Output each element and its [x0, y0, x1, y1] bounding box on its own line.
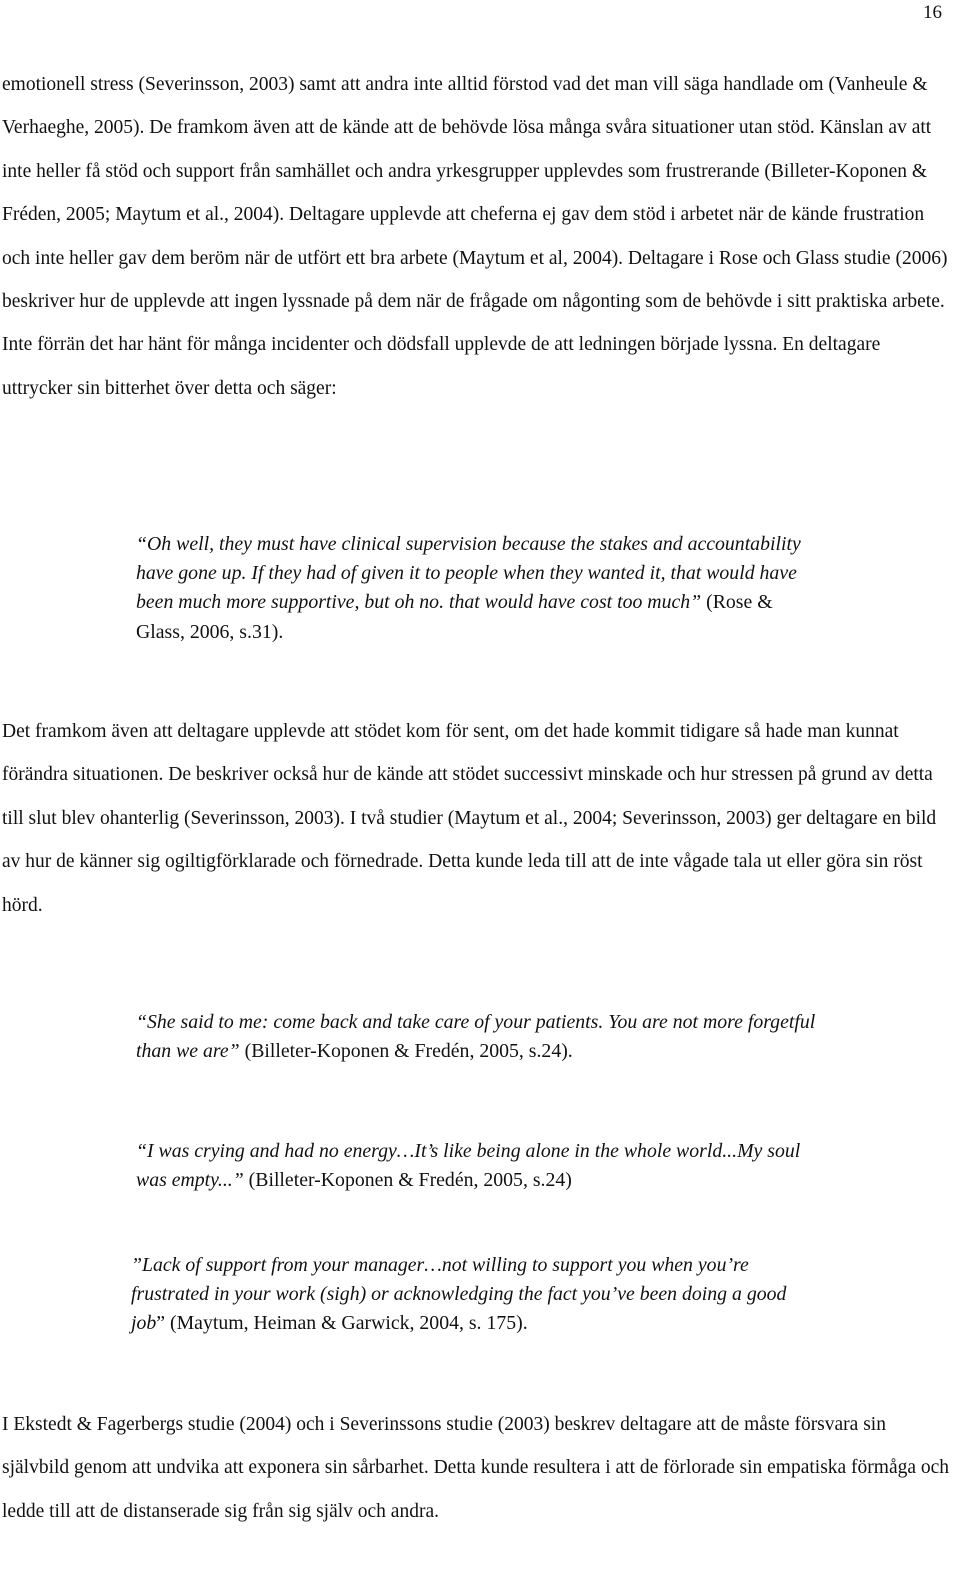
- quote-text: “Oh well, they must have clinical supervision because the stakes and accountability have gone up. If they had of given it to people when they wanted it, that would have been much more supportive, but oh no. that would have cost too much”: [136, 533, 801, 614]
- block-quote-1: [136, 530, 812, 647]
- body-paragraph-2: Det framkom även att deltagare upplevde att stödet kom för sent, om det hade kommit tidigare så hade man kunnat förändra situationen. De beskriver också hur de kände att stödet successivt minskade och hur stressen på grund av detta till slut blev ohanterlig (Severinsson, 2003). I två studier (Maytum et al., 2004; Severinsson, 2003) ger deltagare en bild av hur de känner sig ogiltigförklarade och förnedrade. Detta kunde leda till att de inte vågade tala ut eller göra sin röst hörd.: [2, 721, 937, 916]
- block-quote-2: [136, 1008, 830, 1066]
- quote-citation: ” (Maytum, Heiman & Garwick, 2004, s. 175).: [156, 1312, 528, 1335]
- quote-citation: (Billeter-Koponen & Fredén, 2005, s.24): [243, 1169, 572, 1192]
- quote-text: “She said to me: come back and take care of your patients. You are not more forgetful than we are”: [136, 1011, 816, 1063]
- quote-text: “I was crying and had no energy…It’s like being alone in the whole world...My soul was empty...”: [136, 1140, 801, 1192]
- quote-citation: (Billeter-Koponen & Fredén, 2005, s.24).: [239, 1040, 573, 1063]
- quote-citation: (Rose & Glass, 2006, s.31).: [136, 591, 773, 643]
- block-quote-3: [136, 1137, 830, 1195]
- body-paragraph-1: emotionell stress (Severinsson, 2003) samt att andra inte alltid förstod vad det man vill säga handlade om (Vanheule & Verhaeghe, 2005). De framkom även att de kände att de behövde lösa många svåra situationer utan stöd. Känslan av att inte heller få stöd och support från samhället och andra yrkesgrupper upplevdes som frustrerande (Billeter-Koponen & Fréden, 2005; Maytum et al., 2004). Deltagare upplevde att cheferna ej gav dem stöd i arbetet när de kände frustration och inte heller gav dem beröm när de utfört ett bra arbete (Maytum et al, 2004). Deltagare i Rose och Glass studie (2006) beskriver hur de upplevde att ingen lyssnade på dem när de frågade om någonting som de behövde i sitt praktiska arbete. Inte förrän det har hänt för många incidenter och dödsfall upplevde de att ledningen började lyssna. En deltagare uttrycker sin bitterhet över detta och säger:: [2, 74, 948, 399]
- page-number: 16: [923, 2, 942, 23]
- block-quote-4: [131, 1251, 817, 1339]
- body-paragraph-3: I Ekstedt & Fagerbergs studie (2004) och i Severinssons studie (2003) beskrev deltagare att de måste försvara sin självbild genom att undvika att exponera sin sårbarhet. Detta kunde resultera i att de förlorade sin empatiska förmåga och ledde till att de distanserade sig från sig själv och andra.: [2, 1414, 950, 1522]
- quote-text: ”Lack of support from your manager…not willing to support you when you’re frustrated in your work (sigh) or acknowledging the fact you’ve been doing a good job: [131, 1254, 787, 1335]
